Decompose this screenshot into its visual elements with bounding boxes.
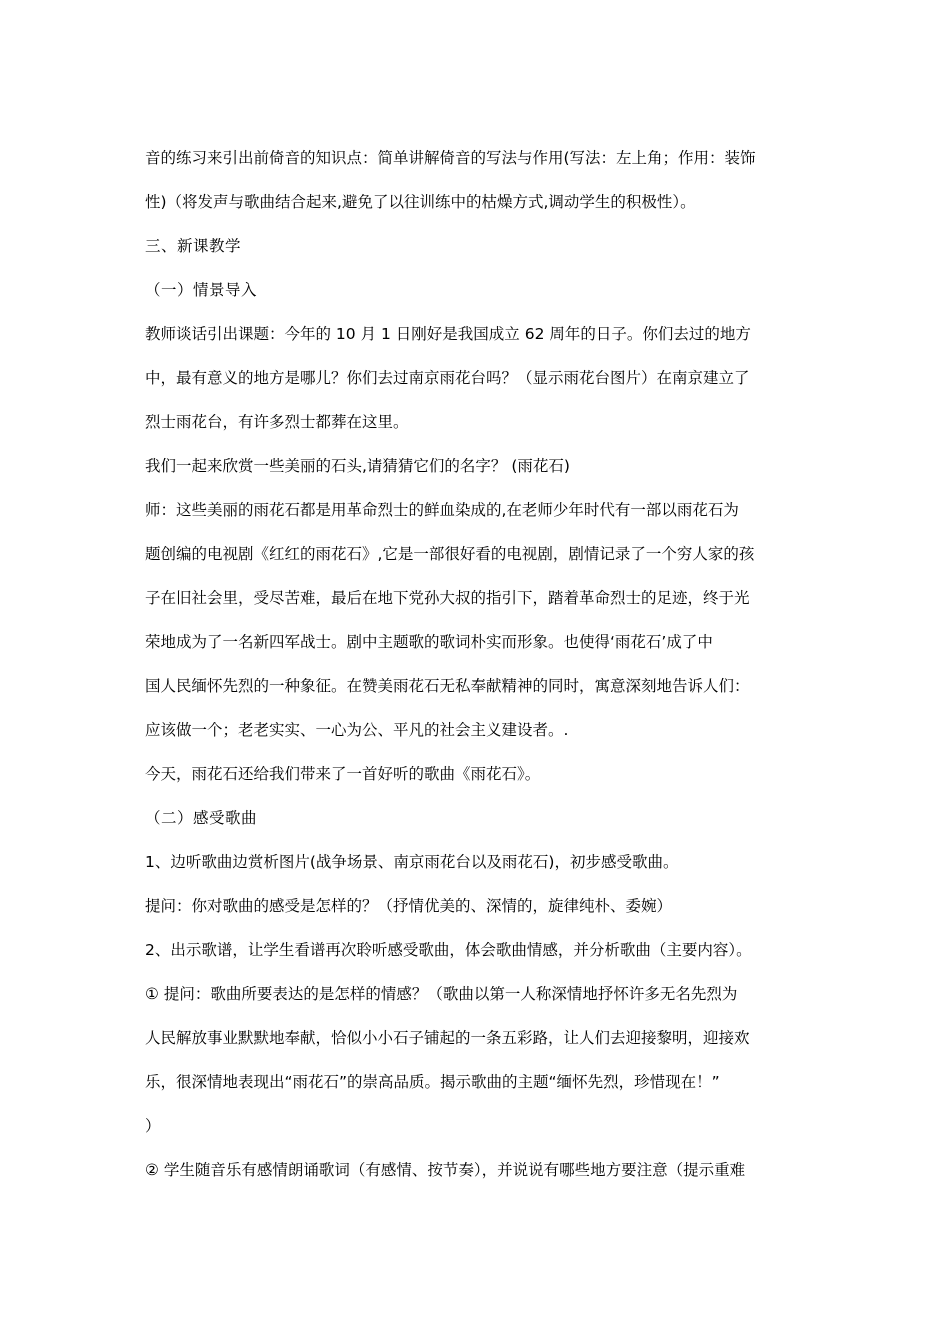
paragraph-line: 1、边听歌曲边赏析图片(战争场景、南京雨花台以及雨花石)，初步感受歌曲。 [145, 853, 679, 871]
paragraph-line: 今天，雨花石还给我们带来了一首好听的歌曲《雨花石》。 [145, 765, 541, 783]
paragraph-line: 提问：你对歌曲的感受是怎样的？（抒情优美的、深情的，旋律纯朴、委婉） [145, 897, 673, 915]
subsection-heading: （一）情景导入 [145, 281, 258, 299]
paragraph-line: 我们一起来欣赏一些美丽的石头,请猜猜它们的名字？ (雨花石) [145, 457, 570, 475]
paragraph-line: 国人民缅怀先烈的一种象征。在赞美雨花石无私奉献精神的同时，寓意深刻地告诉人们： [145, 677, 750, 695]
paragraph-line: 子在旧社会里，受尽苦难，最后在地下党孙大叔的指引下，踏着革命烈士的足迹，终于光 [145, 589, 750, 607]
paragraph-line: 2、出示歌谱，让学生看谱再次聆听感受歌曲，体会歌曲情感，并分析歌曲（主要内容）。 [145, 941, 752, 959]
paragraph-line: 中，最有意义的地方是哪儿？你们去过南京雨花台吗？（显示雨花台图片）在南京建立了 [145, 369, 750, 387]
paragraph-line: 题创编的电视剧《红红的雨花石》,它是一部很好看的电视剧，剧情记录了一个穷人家的孩 [145, 545, 755, 563]
paragraph-line: 乐，很深情地表现出“雨花石”的崇高品质。揭示歌曲的主题“缅怀先烈，珍惜现在！” [145, 1073, 720, 1091]
paragraph-line: ） [145, 1117, 161, 1135]
paragraph-line: 荣地成为了一名新四军战士。剧中主题歌的歌词朴实而形象。也使得‘雨花石’成了中 [145, 633, 713, 651]
paragraph-line: ① 提问：歌曲所要表达的是怎样的情感？（歌曲以第一人称深情地抒怀许多无名先烈为 [145, 985, 738, 1003]
paragraph-line: 音的练习来引出前倚音的知识点：简单讲解倚音的写法与作用(写法：左上角；作用：装饰 [145, 149, 756, 167]
paragraph-line: 师：这些美丽的雨花石都是用革命烈士的鲜血染成的,在老师少年时代有一部以雨花石为 [145, 501, 739, 519]
paragraph-line: 人民解放事业默默地奉献，恰似小小石子铺起的一条五彩路，让人们去迎接黎明，迎接欢 [145, 1029, 750, 1047]
paragraph-line: ② 学生随音乐有感情朗诵歌词（有感情、按节奏），并说说有哪些地方要注意（提示重难 [145, 1161, 746, 1179]
subsection-heading: （二）感受歌曲 [145, 809, 258, 827]
document-body [145, 143, 795, 1185]
paragraph-line: 烈士雨花台，有许多烈士都葬在这里。 [145, 413, 409, 431]
paragraph-line: 教师谈话引出课题：今年的 10 月 1 日刚好是我国成立 62 周年的日子。你们去过的地方 [145, 325, 751, 343]
paragraph-line: 性)（将发声与歌曲结合起来,避免了以往训练中的枯燥方式,调动学生的积极性）。 [145, 193, 696, 211]
section-heading: 三、新课教学 [145, 237, 242, 255]
paragraph-line: 应该做一个；老老实实、一心为公、平凡的社会主义建设者。. [145, 721, 569, 739]
